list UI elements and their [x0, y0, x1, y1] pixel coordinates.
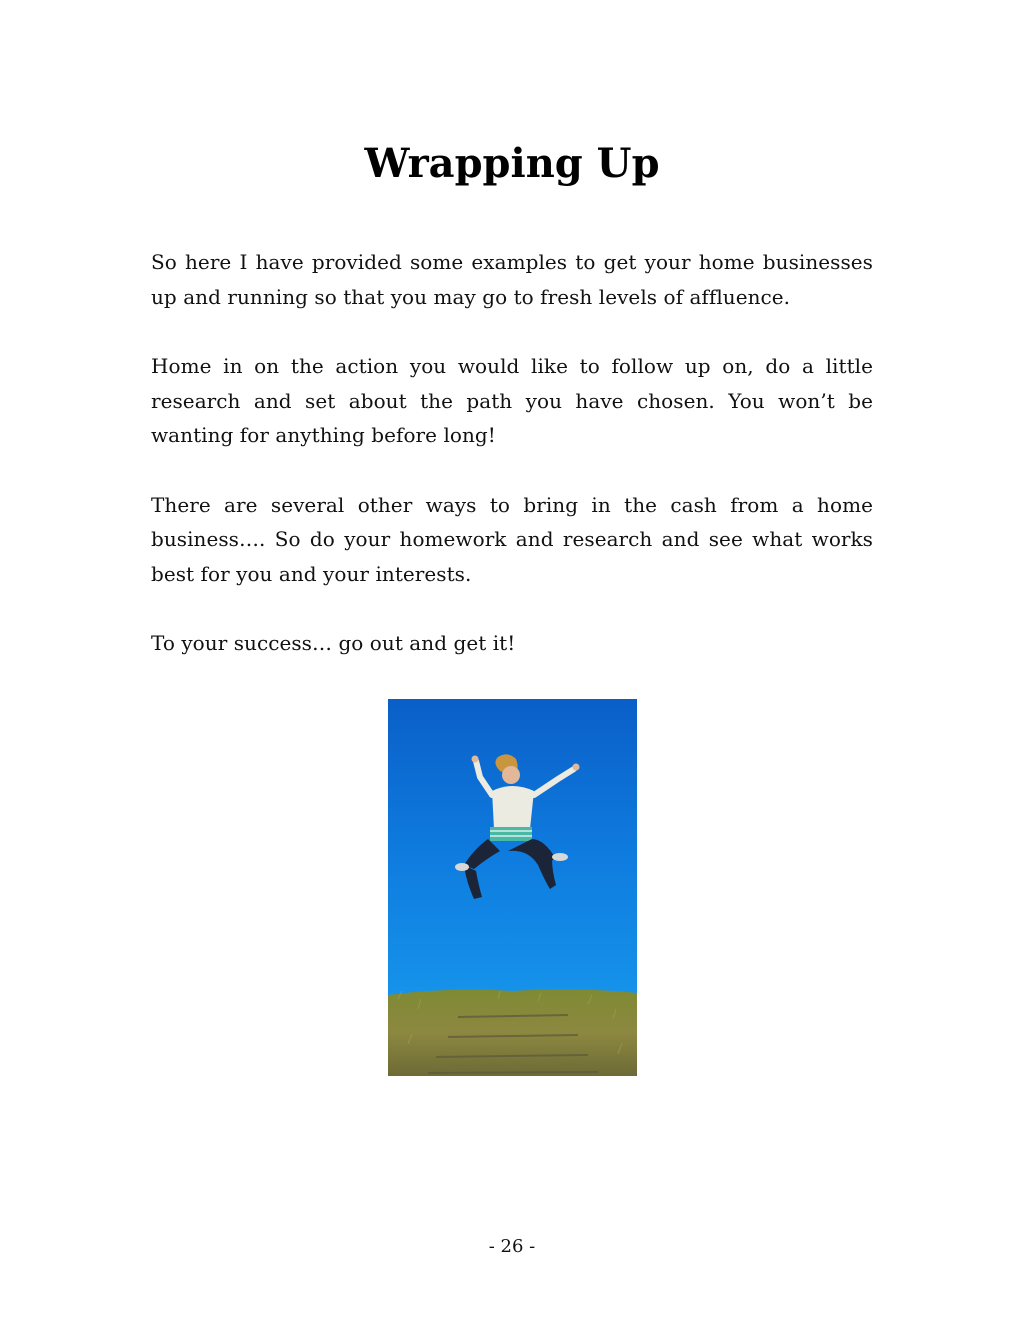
paragraph-other-ways: There are several other ways to bring in the cash from a home business…. So do your homework and research and see what works best for you and your interests.	[151, 492, 873, 586]
grass-hill	[388, 989, 637, 1076]
paragraph-action: Home in on the action you would like to follow up on, do a little research and set about the path you have chosen. You won’t be wanting for anything before long!	[151, 354, 873, 447]
page-title: Wrapping Up	[364, 140, 660, 187]
paragraph-closing: To your success… go out and get it!	[151, 631, 516, 655]
paragraph-intro: So here I have provided some examples to get your home businesses up and running so that you may go to fresh levels of affluence.	[151, 250, 873, 309]
page-number: - 26 -	[488, 1236, 536, 1257]
body-text	[151, 245, 873, 696]
jumping-woman-photo	[388, 699, 637, 1076]
